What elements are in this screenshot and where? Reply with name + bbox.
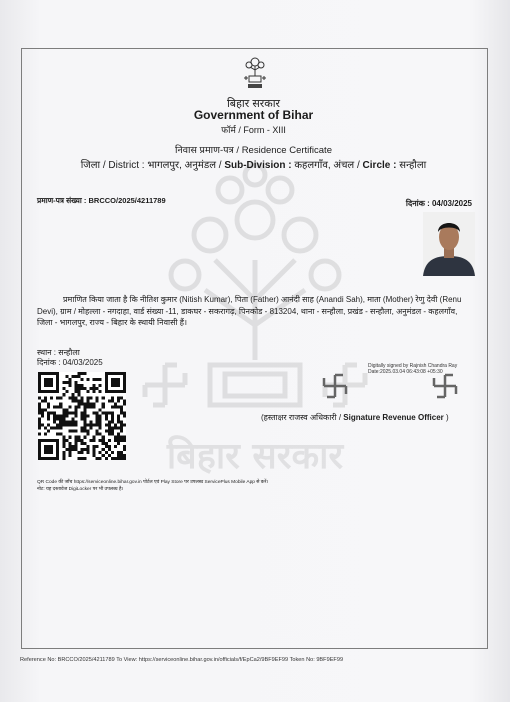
digital-signature-name: Digitally signed by Rajnish Chandra Ray [368, 363, 458, 369]
qr-note-line1: QR Code की जाँच https://serviceonline.bihar.gov.in पोर्टल एवं Play Store पर उपलब्ध ServicePlus Mobile App से करें। [37, 480, 269, 485]
certificate-type: निवास प्रमाण-पत्र / Residence Certificate [175, 145, 332, 156]
applicant-photo [423, 212, 475, 276]
header-title-english: Government of Bihar [193, 108, 314, 122]
signature-english: Signature Revenue Officer [343, 413, 444, 422]
certificate-body: प्रमाणित किया जाता है कि नीतिश कुमार (Nitish Kumar), पिता (Father) आनंदी साह (Anandi Sah), माता (Mother) रेणु देवी (Renu Devi), ग्राम / मोहल्ला - नगदाहा, वार्ड संख्या -11, डाकघर - सकरागढ़, पिनकोड - 813204, थाना - सन्हौला, प्रखंड - सन्हौला, अनुमंडल - कहलगाँव, जिला - भागलपुर, राज्य - बिहार के स्थायी निवासी हैं। [37, 295, 462, 327]
location-line [21, 157, 486, 171]
header-title-hindi: बिहार सरकार [226, 98, 281, 110]
subdivision-label: Sub-Division : [224, 160, 295, 171]
qr-verification-note [37, 480, 268, 493]
district-label: जिला / District : [80, 160, 148, 171]
bihar-emblem-icon [240, 56, 270, 90]
reference-footer: Reference No: BRCCO/2025/4211789 To View: https://serviceonline.bihar.gov.in/officials/f/EpCa2/9BF9EF99 Token No: 9BF9EF99 [20, 657, 344, 663]
district-value: भागलपुर, अनुमंडल / [147, 160, 225, 171]
circle-value: सन्हौला [399, 160, 427, 171]
signature-close: ) [443, 413, 449, 422]
qr-note-line2: नोट: यह दस्तावेज DigiLocker पर भी उपलब्ध है। [37, 486, 124, 492]
subdivision-value: कहलगाँव, अंचल / [294, 160, 363, 171]
swastika-left-icon [322, 373, 348, 399]
digital-signature-block [368, 363, 457, 375]
digital-signature-date: Date:2025.03.04 06:43:08 +05:30 [368, 369, 443, 375]
form-number: फॉर्म / Form - XIII [221, 125, 286, 135]
certificate-date: दिनांक : 04/03/2025 [405, 199, 472, 208]
certificate-number: प्रमाण-पत्र संख्या : BRCCO/2025/4211789 [37, 196, 166, 205]
issue-place: स्थान : सन्हौला [37, 348, 80, 357]
signature-hindi: (हस्ताक्षर राजस्व अधिकारी / [261, 413, 344, 422]
watermark-text: बिहार सरकार [166, 436, 344, 477]
swastika-right-icon [432, 373, 458, 399]
qr-code[interactable] [38, 372, 126, 460]
signature-label [261, 412, 449, 423]
circle-label: Circle : [362, 160, 400, 171]
issue-date: दिनांक : 04/03/2025 [37, 358, 103, 367]
